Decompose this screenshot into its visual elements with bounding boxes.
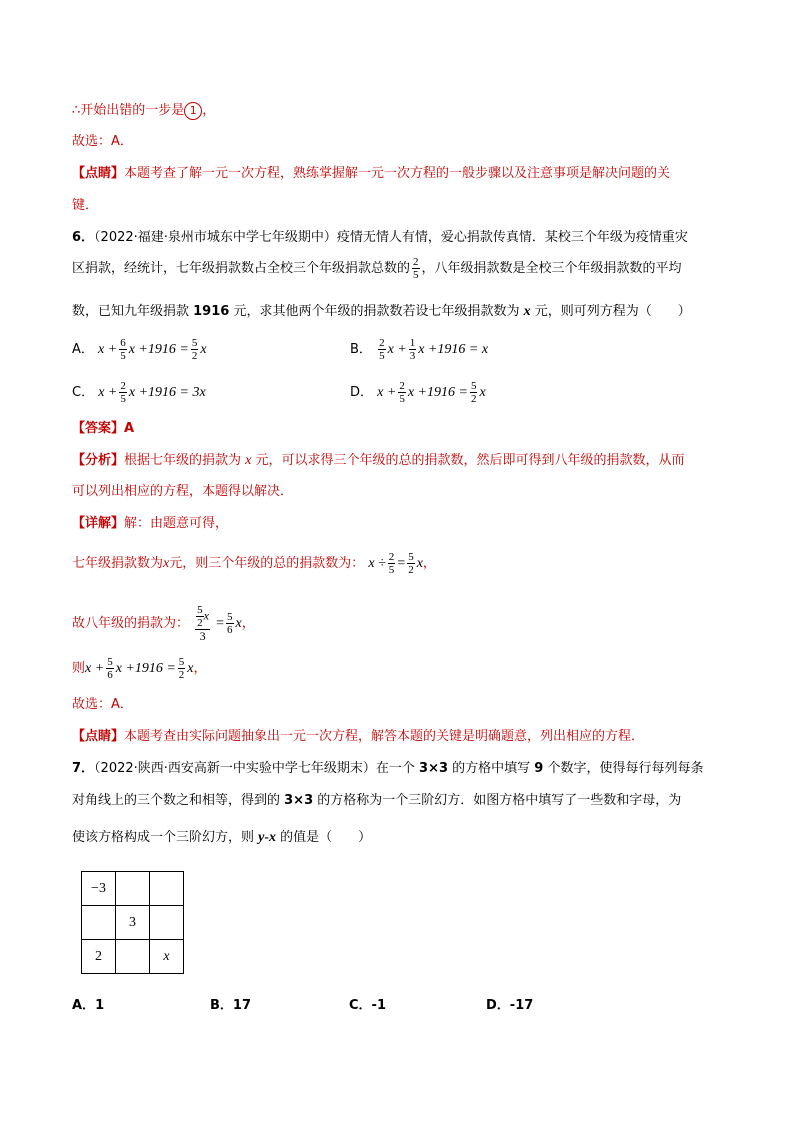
fraction: $\frac{6}{5}$ (120, 337, 126, 362)
q6-choose: 故选：A． (72, 697, 133, 712)
analysis-tag: 【分析】 (72, 453, 125, 468)
tip-tag: 【点睛】 (72, 166, 125, 181)
q6-option-d[interactable]: D． x + $\frac{2}{5}$ x +1916 = $\frac{5}{2}$ x (350, 380, 486, 405)
p5-choose: 故选：A． (72, 134, 133, 149)
grid-cell (150, 872, 184, 906)
q7-stem-line2: 对角线上的三个数之和相等，得到的 3×3 的方格称为一个三阶幻方．如图方格中填写了一些数和字母，为 (72, 793, 682, 808)
q7-option-d[interactable]: D．-17 (486, 998, 534, 1013)
q7-stem-line3: 使该方格构成一个三阶幻方，则 y-x 的值是（ ） (72, 830, 372, 845)
fraction: $\frac{2}{5}$ (399, 380, 405, 405)
q6-stem-line1: 6．（2022·福建·泉州市城东中学七年级期中）疫情无情人有情，爱心捐款传真情．某校三个年级为疫情重灾 (72, 230, 688, 245)
q6-detail-line4: 则x + $\frac{5}{6}$ x +1916 = $\frac{5}{2}$ x， (72, 656, 207, 681)
q7-option-c[interactable]: C．-1 (349, 998, 386, 1013)
q6-analysis-line2: 可以列出相应的方程，本题得以解决． (72, 484, 294, 499)
grid-cell: −3 (82, 872, 116, 906)
q6-tip: 【点睛】本题考查由实际问题抽象出一元一次方程，解答本题的关键是明确题意，列出相应的方程． (72, 729, 645, 744)
fraction: $\frac{5}{2}$ (178, 656, 185, 681)
q6-option-a[interactable]: A． x + $\frac{6}{5}$ x +1916 = $\frac{5}{2}$ x (72, 337, 207, 362)
grid-cell: x (150, 940, 184, 974)
q7-stem-line1: 7．（2022·陕西·西安高新一中实验中学七年级期末）在一个 3×3 的方格中填写 9 个数字，使得每行每列每条 (72, 761, 704, 776)
grid-cell: 3 (116, 906, 150, 940)
answer-tag: 【答案】 (72, 421, 125, 436)
circled-step-number: 1 (184, 102, 202, 120)
p5-conclusion: ∴开始出错的一步是 1 ， (72, 103, 216, 118)
p5-tip-line2: 键． (72, 198, 99, 213)
q6-detail-line3: 故八年级的捐款为： $\frac{5}{2}$ x 3 = $\frac{5}{6}$ x， (72, 604, 255, 643)
q6-stem-line2: 区捐款，经统计，七年级捐款数占全校三个年级捐款总数的 $\frac{2}{5}$ ，八年级捐款数是全校三个年级捐款数的平均 (72, 256, 682, 281)
grid-cell (116, 872, 150, 906)
fraction: $\frac{5}{2}$ (191, 337, 198, 362)
p5-tip: 【点睛】本题考查了解一元一次方程，熟练掌握解一元一次方程的一般步骤以及注意事项是解决问题的关 (72, 166, 671, 181)
fraction: $\frac{2}{5}$ (120, 380, 126, 405)
fraction: $\frac{2}{5}$ (413, 256, 419, 281)
compound-fraction: $\frac{5}{2}$ x 3 (197, 604, 209, 643)
fraction: $\frac{1}{3}$ (409, 337, 416, 362)
q6-answer: 【答案】A (72, 421, 135, 436)
grid-cell (82, 906, 116, 940)
grid-cell (150, 906, 184, 940)
q6-detail: 【详解】解：由题意可得， (72, 516, 229, 531)
fraction: $\frac{5}{2}$ (470, 380, 477, 405)
magic-square-grid (81, 871, 184, 974)
grid-cell: 2 (82, 940, 116, 974)
q7-option-b[interactable]: B．17 (210, 998, 252, 1013)
tip-tag: 【点睛】 (72, 729, 125, 744)
q6-detail-line2: 七年级捐款数为x元，则三个年级的总的捐款数为： x ÷ $\frac{2}{5}$ = $\frac{5}{2}$ x， (72, 551, 436, 576)
fraction: $\frac{2}{5}$ (388, 551, 395, 576)
q7-source: （2022·陕西·西安高新一中实验中学七年级期末） (94, 761, 376, 776)
q7-option-a[interactable]: A．1 (72, 998, 105, 1013)
fraction: $\frac{5}{6}$ (227, 611, 233, 636)
fraction: $\frac{2}{5}$ (379, 337, 385, 362)
q6-option-c[interactable]: C． x + $\frac{2}{5}$ x +1916 = 3x (72, 380, 206, 405)
detail-tag: 【详解】 (72, 516, 125, 531)
fraction: $\frac{5}{2}$ (408, 551, 414, 576)
q6-analysis: 【分析】根据七年级的捐款为 x 元，可以求得三个年级的总的捐款数，然后即可得到八年级的捐款数，从而 (72, 453, 685, 468)
q6-option-b[interactable]: B． $\frac{2}{5}$ x + $\frac{1}{3}$ x +1916 = x (350, 337, 489, 362)
grid-cell (116, 940, 150, 974)
q6-stem-line3: 数，已知九年级捐款 1916 元，求其他两个年级的捐款数若设七年级捐款数为 x 元，则可列方程为（ ） (72, 304, 691, 319)
fraction: $\frac{5}{6}$ (107, 656, 113, 681)
q6-source: （2022·福建·泉州市城东中学七年级期中） (94, 230, 337, 245)
